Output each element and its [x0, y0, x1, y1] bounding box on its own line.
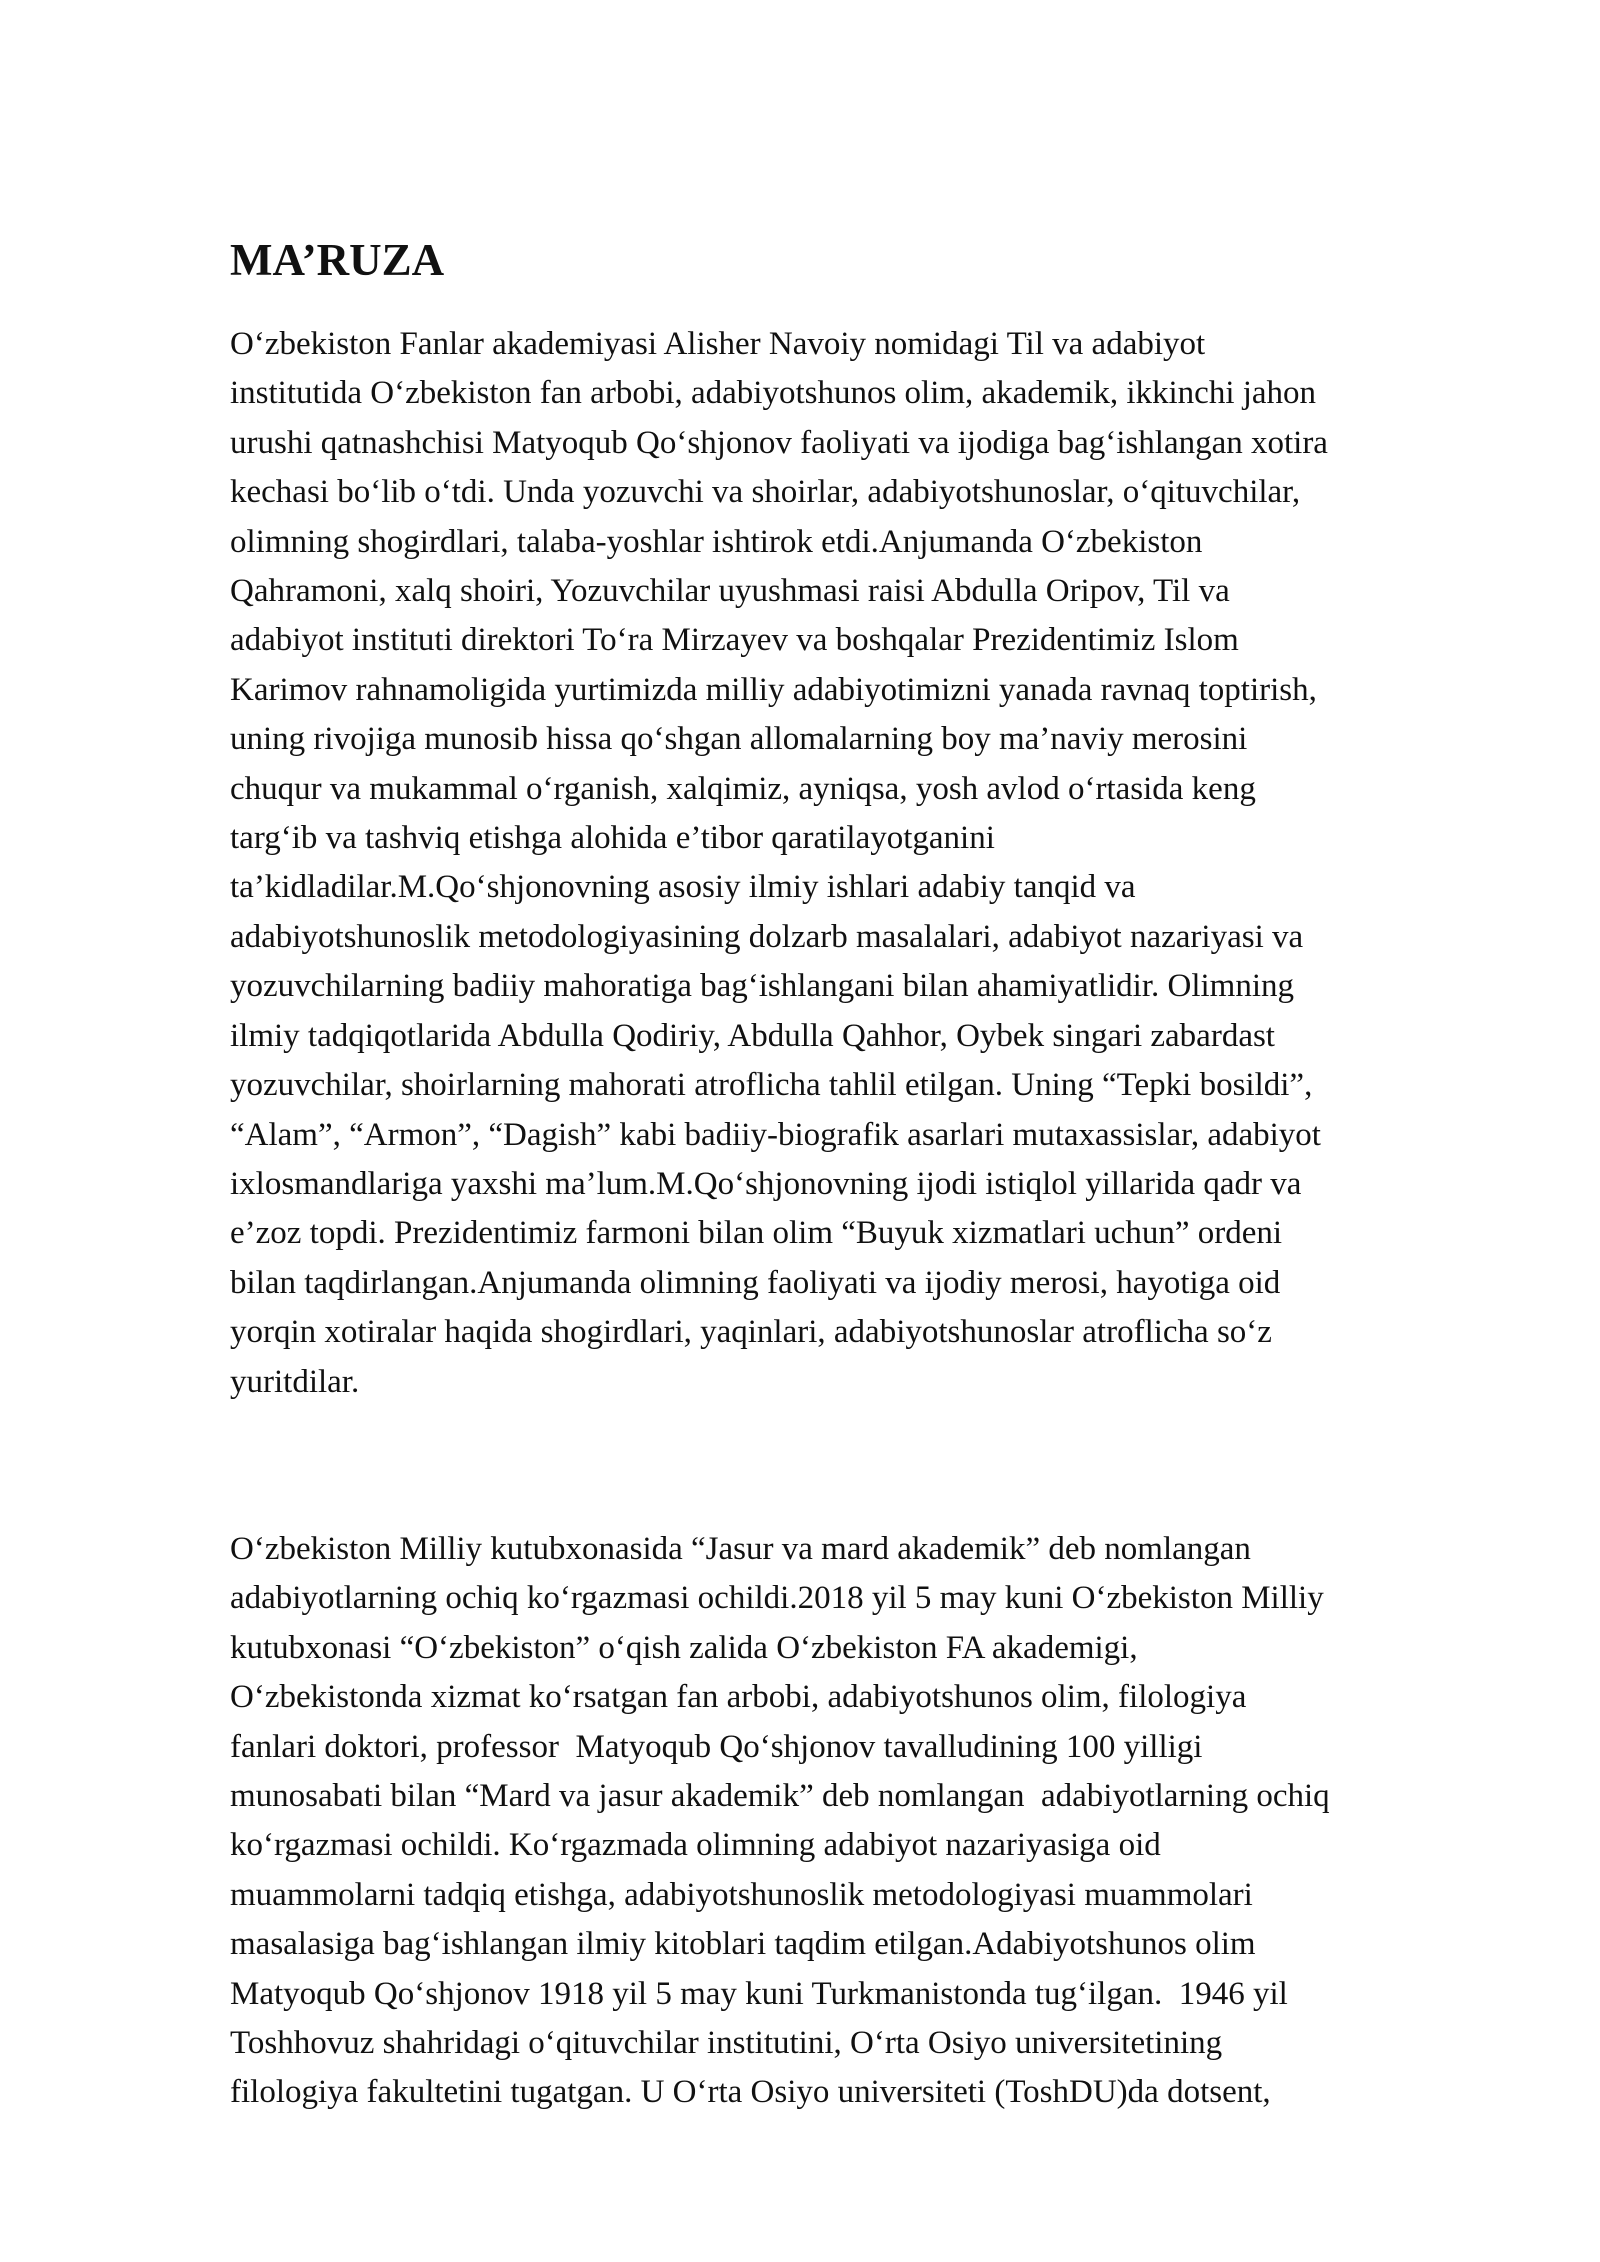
text-line: ta’kidladilar.M.Qo‘shjonovning asosiy ilmiy ishlari adabiy tanqid va [230, 869, 1136, 906]
text-line: yorqin xotiralar haqida shogirdlari, yaqinlari, adabiyotshunoslar atroflicha so‘z [230, 1314, 1272, 1351]
text-line: Matyoqub Qo‘shjonov 1918 yil 5 may kuni Turkmanistonda tug‘ilgan. 1946 yil [230, 1975, 1288, 2012]
text-line: ko‘rgazmasi ochildi. Ko‘rgazmada olimning adabiyot nazariyasiga oid [230, 1827, 1161, 1864]
text-line: munosabati bilan “Mard va jasur akademik” deb nomlangan adabiyotlarning ochiq [230, 1778, 1330, 1815]
paragraph-exhibition [230, 1525, 1530, 2118]
text-line: O‘zbekiston Fanlar akademiyasi Alisher Navoiy nomidagi Til va adabiyot [230, 326, 1206, 362]
text-line: fanlari doktori, professor Matyoqub Qo‘shjonov tavalludining 100 yilligi [230, 1728, 1203, 1765]
text-line: targ‘ib va tashviq etishga alohida e’tibor qaratilayotganini [230, 820, 995, 857]
text-line: adabiyotshunoslik metodologiyasining dolzarb masalalari, adabiyot nazariyasi va [230, 918, 1304, 955]
text-line: bilan taqdirlangan.Anjumanda olimning faoliyati va ijodiy merosi, hayotiga oid [230, 1264, 1281, 1301]
text-line: kechasi bo‘lib o‘tdi. Unda yozuvchi va shoirlar, adabiyotshunoslar, o‘qituvchilar, [230, 474, 1301, 511]
text-line: yozuvchilarning badiiy mahoratiga bag‘ishlangani bilan ahamiyatlidir. Olimning [230, 968, 1294, 1005]
text-line: masalasiga bag‘ishlangan ilmiy kitoblari taqdim etilgan.Adabiyotshunos olim [230, 1926, 1256, 1963]
text-line: chuqur va mukammal o‘rganish, xalqimiz, ayniqsa, yosh avlod o‘rtasida keng [230, 770, 1256, 807]
text-line: yuritdilar. [230, 1363, 360, 1400]
text-line: uning rivojiga munosib hissa qo‘shgan allomalarning boy ma’naviy merosini [230, 721, 1248, 758]
text-line: adabiyot instituti direktori To‘ra Mirzayev va boshqalar Prezidentimiz Islom [230, 622, 1239, 659]
text-line: O‘zbekistonda xizmat ko‘rsatgan fan arbobi, adabiyotshunos olim, filologiya [230, 1679, 1247, 1716]
text-line: e’zoz topdi. Prezidentimiz farmoni bilan olim “Buyuk xizmatlari uchun” ordeni [230, 1215, 1283, 1252]
text-line: Karimov rahnamoligida yurtimizda milliy adabiyotimizni yanada ravnaq toptirish, [230, 671, 1317, 708]
text-line: ixlosmandlariga yaxshi ma’lum.M.Qo‘shjonovning ijodi istiqlol yillarida qadr va [230, 1165, 1302, 1202]
text-line: Toshhovuz shahridagi o‘qituvchilar institutini, O‘rta Osiyo universitetining [230, 2025, 1223, 2062]
text-line: filologiya fakultetini tugatgan. U O‘rta Osiyo universiteti (ToshDU)da dotsent, [230, 2074, 1271, 2111]
text-line: institutida O‘zbekiston fan arbobi, adabiyotshunos olim, akademik, ikkinchi jahon [230, 375, 1317, 412]
text-line: kutubxonasi “O‘zbekiston” o‘qish zalida O‘zbekiston FA akademigi, [230, 1629, 1138, 1666]
text-line: O‘zbekiston Milliy kutubxonasida “Jasur va mard akademik” deb nomlangan [230, 1531, 1251, 1567]
paragraph-conference [230, 320, 1530, 1407]
text-line: urushi qatnashchisi Matyoqub Qo‘shjonov faoliyati va ijodiga bag‘ishlangan xotira [230, 424, 1328, 461]
text-line: muammolarni tadqiq etishga, adabiyotshunoslik metodologiyasi muammolari [230, 1876, 1253, 1913]
document-title: MA’RUZA [230, 235, 445, 285]
text-line: yozuvchilar, shoirlarning mahorati atroflicha tahlil etilgan. Uning “Tepki bosildi”, [230, 1067, 1313, 1104]
text-line: adabiyotlarning ochiq ko‘rgazmasi ochildi.2018 yil 5 may kuni O‘zbekiston Milliy [230, 1580, 1324, 1617]
text-line: Qahramoni, xalq shoiri, Yozuvchilar uyushmasi raisi Abdulla Oripov, Til va [230, 573, 1230, 610]
text-line: olimning shogirdlari, talaba-yoshlar ishtirok etdi.Anjumanda O‘zbekiston [230, 523, 1203, 560]
text-line: ilmiy tadqiqotlarida Abdulla Qodiriy, Abdulla Qahhor, Oybek singari zabardast [230, 1017, 1275, 1054]
text-line: “Alam”, “Armon”, “Dagish” kabi badiiy-biografik asarlari mutaxassislar, adabiyot [230, 1116, 1321, 1153]
